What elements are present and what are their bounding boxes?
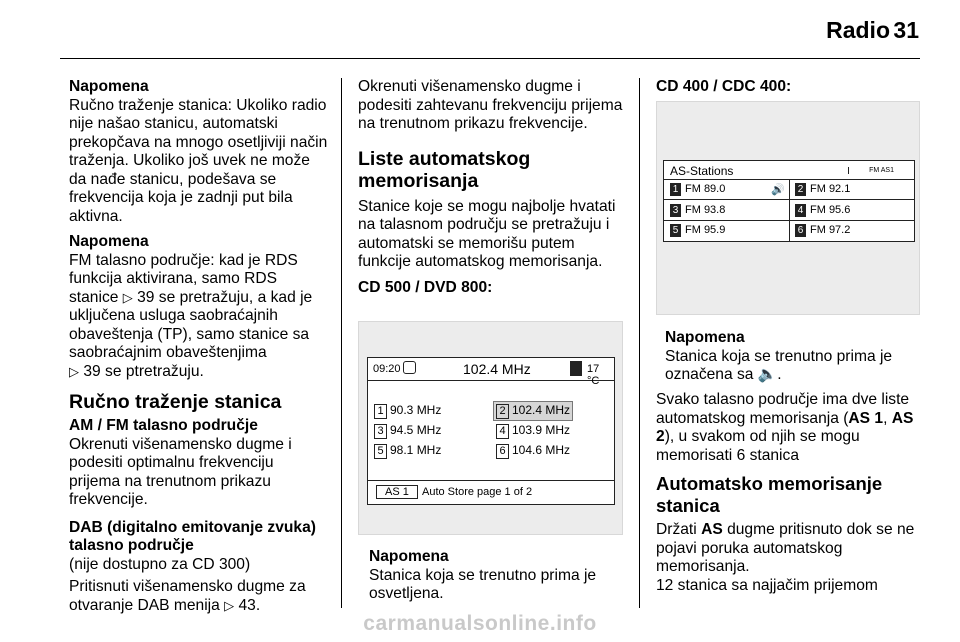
page-header <box>0 0 960 60</box>
note-text: Ručno traženje stanica: Ukoliko radio nije našao stanicu, automatski prekopčava na mnogo osetljiviji način traženja. Ukoliko još uvek ne može da nađe stanicu, podešava se frekvencija koja je zadnji put bila aktivna. <box>69 96 328 225</box>
as-button[interactable]: AS 1 <box>376 485 418 499</box>
speaker-icon: 🔊 <box>771 184 785 196</box>
note-title: Napomena <box>369 548 449 565</box>
subsection-title: DAB (digitalno emitovanje zvuka) talasno područje <box>69 518 316 554</box>
page-ref-link[interactable]: 43 <box>238 596 256 614</box>
display-bottom-bar <box>368 480 614 504</box>
column-2 <box>358 78 628 297</box>
paragraph: Pritisnuti višenamensko dugme za otvaranje DAB menija ▷ 43. <box>69 578 306 614</box>
note-text: Stanica koja se trenutno prima je osvetljena. <box>369 566 597 602</box>
model-label: CD 500 / DVD 800: <box>358 278 493 296</box>
display-title: AS-Stations <box>670 164 734 178</box>
header-rule <box>60 58 920 59</box>
preset-station-selected[interactable]: 2 102.4 MHz <box>493 401 573 421</box>
display <box>663 160 915 242</box>
note-title: Napomena <box>69 233 149 250</box>
column-3-header <box>656 78 924 97</box>
note-title: Napomena <box>665 329 745 346</box>
temperature: 17 °C <box>587 363 600 387</box>
preset-station[interactable]: 4 103.9 MHz <box>496 423 570 439</box>
preset-station[interactable]: 6 104.6 MHz <box>496 443 570 459</box>
preset-station[interactable]: 3 94.5 MHz <box>374 423 441 439</box>
clock-icon <box>403 361 416 374</box>
preset-station[interactable]: 1 90.3 MHz <box>374 403 441 419</box>
page-title: Radio <box>826 17 890 43</box>
preset-station[interactable]: 1 FM 89.0 <box>670 183 725 196</box>
section-heading: Ručno traženje stanica <box>69 391 282 413</box>
column-1 <box>69 78 329 622</box>
preset-station[interactable]: 6 FM 97.2 <box>795 224 850 237</box>
page-ref-link[interactable]: 39 <box>83 362 101 380</box>
phone-icon <box>570 361 582 376</box>
display-header <box>664 161 914 180</box>
column-divider <box>639 78 640 608</box>
column-separator <box>789 180 790 241</box>
radio-screen-cd500 <box>358 321 623 535</box>
paragraph: Okrenuti višenamensko dugme i podesiti optimalnu frekvenciju prijema na trenutnom prikazu frekvencije. <box>69 435 292 508</box>
page-ref-link[interactable]: 39 <box>137 288 155 306</box>
preset-station[interactable]: 5 FM 95.9 <box>670 224 725 237</box>
paragraph: Okrenuti višenamensko dugme i podesiti zahtevanu frekvenciju prijema na trenutnom prikazu frekvencije. <box>358 78 623 132</box>
autostore-page-label: Auto Store page 1 of 2 <box>422 486 533 498</box>
paragraph: Stanice koje se mogu najbolje hvatati na talasnom području se pretražuju i automatski se memorišu putem funkcije automatskog memorisanja. <box>358 197 616 270</box>
column-3-body <box>656 391 924 602</box>
model-label: CD 400 / CDC 400: <box>656 78 792 95</box>
arrow-icon: ▷ <box>224 597 235 613</box>
page-number: 31 <box>893 17 919 43</box>
note-text: FM talasno područje: kad je RDS funkcija aktivirana, samo RDS stanice ▷ 39 se pretražuju, a kad je uključena usluga saobraćajnih obaveštenja (TP), samo stanice sa saobraćajnim obaveštenjima ▷ 39 se ptretražuju. <box>69 251 313 380</box>
paragraph: Držati AS dugme pritisnuto dok se ne pojavi poruka automatskog memorisanja. <box>656 521 915 575</box>
display-status-bar <box>368 358 614 387</box>
current-frequency: 102.4 MHz <box>463 361 531 377</box>
note-block <box>369 548 624 611</box>
clock-time: 09:20 <box>373 363 401 375</box>
preset-station[interactable]: 4 FM 95.6 <box>795 204 850 217</box>
preset-station[interactable]: 2 FM 92.1 <box>795 183 850 196</box>
preset-station[interactable]: 3 FM 93.8 <box>670 204 725 217</box>
note-block <box>665 329 925 392</box>
paragraph: Svako talasno područje ima dve liste automatskog memorisanja (AS 1, AS 2), u svakom od njih se mogu memorisati 6 stanica <box>656 391 914 464</box>
note-title: Napomena <box>69 78 149 95</box>
band-tag: FM AS1 <box>848 167 894 174</box>
subsection-title: AM / FM talasno područje <box>69 417 258 434</box>
display <box>367 357 615 505</box>
paragraph: (nije dostupno za CD 300) <box>69 555 251 573</box>
arrow-icon: ▷ <box>69 363 79 379</box>
paragraph: 12 stanica sa najjačim prijemom <box>656 576 878 594</box>
arrow-icon: ▷ <box>122 289 133 305</box>
footer-watermark: carmanualsonline.info <box>363 612 597 635</box>
speaker-icon: 🔈 <box>757 366 778 383</box>
section-heading: Automatsko memorisanje stanica <box>656 473 883 516</box>
radio-screen-cd400 <box>656 101 920 315</box>
column-divider <box>341 78 342 608</box>
note-text: Stanica koja se trenutno prima je označena sa 🔈. <box>665 347 893 383</box>
preset-station[interactable]: 5 98.1 MHz <box>374 443 441 459</box>
section-heading: Liste automatskog memorisanja <box>358 147 531 192</box>
